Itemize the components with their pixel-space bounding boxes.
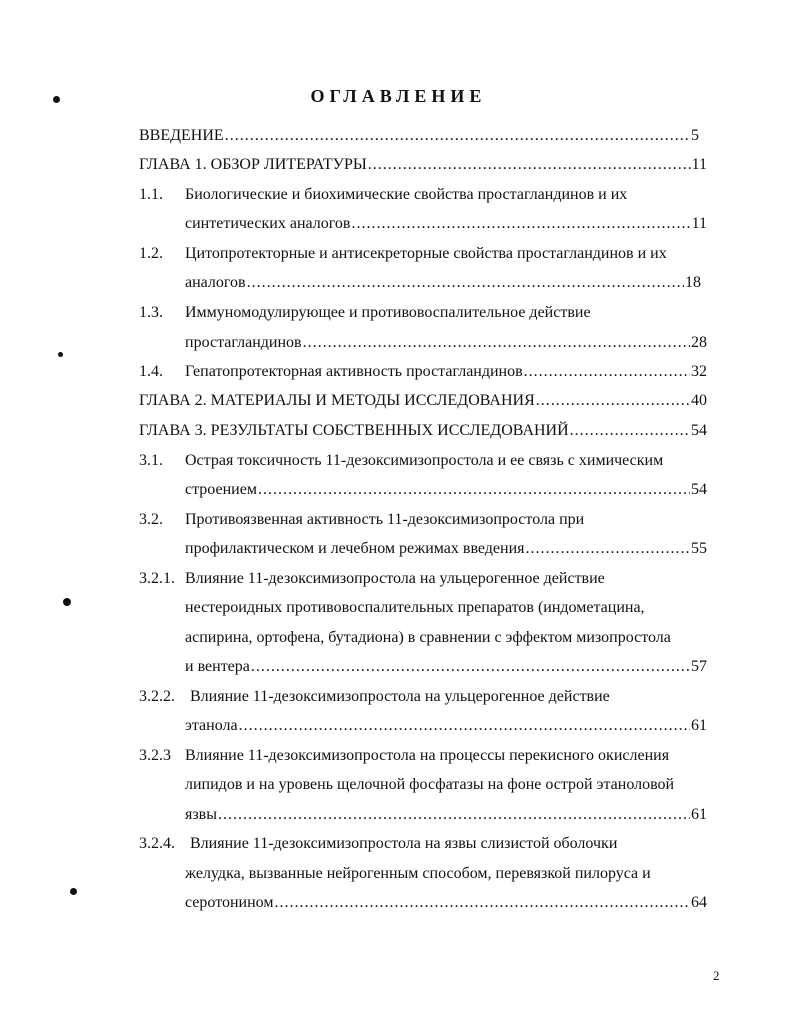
toc-page-number: 28 <box>691 334 707 351</box>
toc-entry-line: Противоязвенная активность 11-дезоксимизопростола при <box>185 511 585 528</box>
toc-entry-line: нестероидных противовоспалительных препаратов (индометацина, <box>185 599 645 616</box>
toc-entry-label: Гепатопротекторная активность простагландинов <box>185 363 523 380</box>
toc-entry-label: этанола <box>185 717 238 734</box>
toc-entry-label: язвы <box>185 806 217 823</box>
page-title: ОГЛАВЛЕНИЕ <box>310 86 487 106</box>
toc-page-number: 11 <box>691 156 707 173</box>
leader-dots <box>247 273 684 293</box>
leader-dots <box>258 480 690 500</box>
toc-section-number: 3.2. <box>139 511 163 528</box>
toc-entry-3-2-2 <box>185 716 707 736</box>
toc-page-number: 64 <box>691 894 707 911</box>
toc-entry-label: синтетических аналогов <box>185 215 351 232</box>
toc-entry-3-2-3 <box>185 805 707 825</box>
leader-dots <box>570 421 690 441</box>
toc-entry-1-3 <box>185 333 707 353</box>
toc-entry-line: Биологические и биохимические свойства простагландинов и их <box>185 186 628 203</box>
leader-dots <box>368 155 691 175</box>
toc-entry-1-2 <box>185 273 701 293</box>
toc-page-number: 5 <box>691 127 699 144</box>
toc-page-number: 40 <box>691 392 707 409</box>
toc-entry-line: Иммуномодулирующее и противовоспалительное действие <box>185 304 591 321</box>
toc-entry-line: Влияние 11-дезоксимизопростола на ульцерогенное действие <box>185 570 605 587</box>
scan-speck <box>53 96 60 103</box>
toc-entry-line: Цитопротекторные и антисекреторные свойства простагландинов и их <box>185 245 667 262</box>
toc-page-number: 54 <box>691 422 707 439</box>
leader-dots <box>351 214 690 234</box>
toc-entry-label: ВВЕДЕНИЕ <box>139 127 224 144</box>
toc-page-number: 32 <box>691 363 707 380</box>
toc-entry-label: ГЛАВА 1. ОБЗОР ЛИТЕРАТУРЫ <box>139 156 367 173</box>
toc-entry-label: и вентера <box>185 658 250 675</box>
scan-speck <box>70 888 77 895</box>
toc-entry-chapter-3 <box>139 421 707 441</box>
toc-entry-label: строением <box>185 481 257 498</box>
toc-entry-label: простагландинов <box>185 334 302 351</box>
toc-entry-intro <box>139 126 699 146</box>
toc-page-number: 61 <box>691 806 707 823</box>
leader-dots <box>251 657 690 677</box>
page-number: 2 <box>713 968 720 983</box>
toc-entry-3-2 <box>185 539 707 559</box>
toc-page-number: 57 <box>691 658 707 675</box>
toc-entry-3-1 <box>185 480 707 500</box>
toc-entry-line: Острая токсичность 11-дезоксимизопростола и ее связь с химическим <box>185 452 664 469</box>
leader-dots <box>274 893 690 913</box>
toc-entry-line: аспирина, ортофена, бутадиона) в сравнении с эффектом мизопростола <box>185 629 671 646</box>
toc-entry-1-4 <box>185 362 707 382</box>
toc-section-number: 1.3. <box>139 304 163 321</box>
toc-entry-label: ГЛАВА 3. РЕЗУЛЬТАТЫ СОБСТВЕННЫХ ИССЛЕДОВАНИЙ <box>139 422 569 439</box>
toc-page-number: 61 <box>691 717 707 734</box>
toc-section-number: 1.1. <box>139 186 163 203</box>
leader-dots <box>536 391 690 411</box>
toc-entry-label: аналогов <box>185 274 246 291</box>
toc-entry-line: желудка, вызванные нейрогенным способом, перевязкой пилоруса и <box>185 865 651 882</box>
toc-section-number: 3.2.3 <box>139 747 171 764</box>
toc-entry-3-2-1 <box>185 657 707 677</box>
toc-entry-chapter-1 <box>139 155 707 175</box>
scan-speck <box>63 598 71 606</box>
toc-section-number: 3.2.4. <box>139 835 175 852</box>
toc-section-number: 3.2.1. <box>139 570 175 587</box>
leader-dots <box>524 362 690 382</box>
toc-entry-line: Влияние 11-дезоксимизопростола на процессы перекисного окисления <box>185 747 670 764</box>
toc-entry-line: Влияние 11-дезоксимизопростола на язвы слизистой оболочки <box>190 835 618 852</box>
toc-page-number: 11 <box>691 215 707 232</box>
scan-speck <box>58 352 63 357</box>
leader-dots <box>225 126 690 146</box>
toc-section-number: 1.2. <box>139 245 163 262</box>
toc-section-number: 3.1. <box>139 452 163 469</box>
toc-entry-chapter-2 <box>139 391 707 411</box>
toc-entry-line: Влияние 11-дезоксимизопростола на ульцерогенное действие <box>190 688 610 705</box>
toc-entry-line: липидов и на уровень щелочной фосфатазы на фоне острой этаноловой <box>185 776 675 793</box>
toc-section-number: 3.2.2. <box>139 688 175 705</box>
toc-page-number: 55 <box>691 540 707 557</box>
leader-dots <box>526 539 690 559</box>
toc-entry-3-2-4 <box>185 893 707 913</box>
leader-dots <box>218 805 690 825</box>
toc-entry-label: ГЛАВА 2. МАТЕРИАЛЫ И МЕТОДЫ ИССЛЕДОВАНИЯ <box>139 392 535 409</box>
toc-section-number: 1.4. <box>139 363 163 380</box>
toc-page-number: 54 <box>691 481 707 498</box>
toc-entry-label: профилактическом и лечебном режимах введения <box>185 540 525 557</box>
leader-dots <box>303 333 690 353</box>
toc-entry-label: серотонином <box>185 894 274 911</box>
toc-entry-1-1 <box>185 214 707 234</box>
toc-page-number: 18 <box>685 274 701 291</box>
leader-dots <box>239 716 690 736</box>
